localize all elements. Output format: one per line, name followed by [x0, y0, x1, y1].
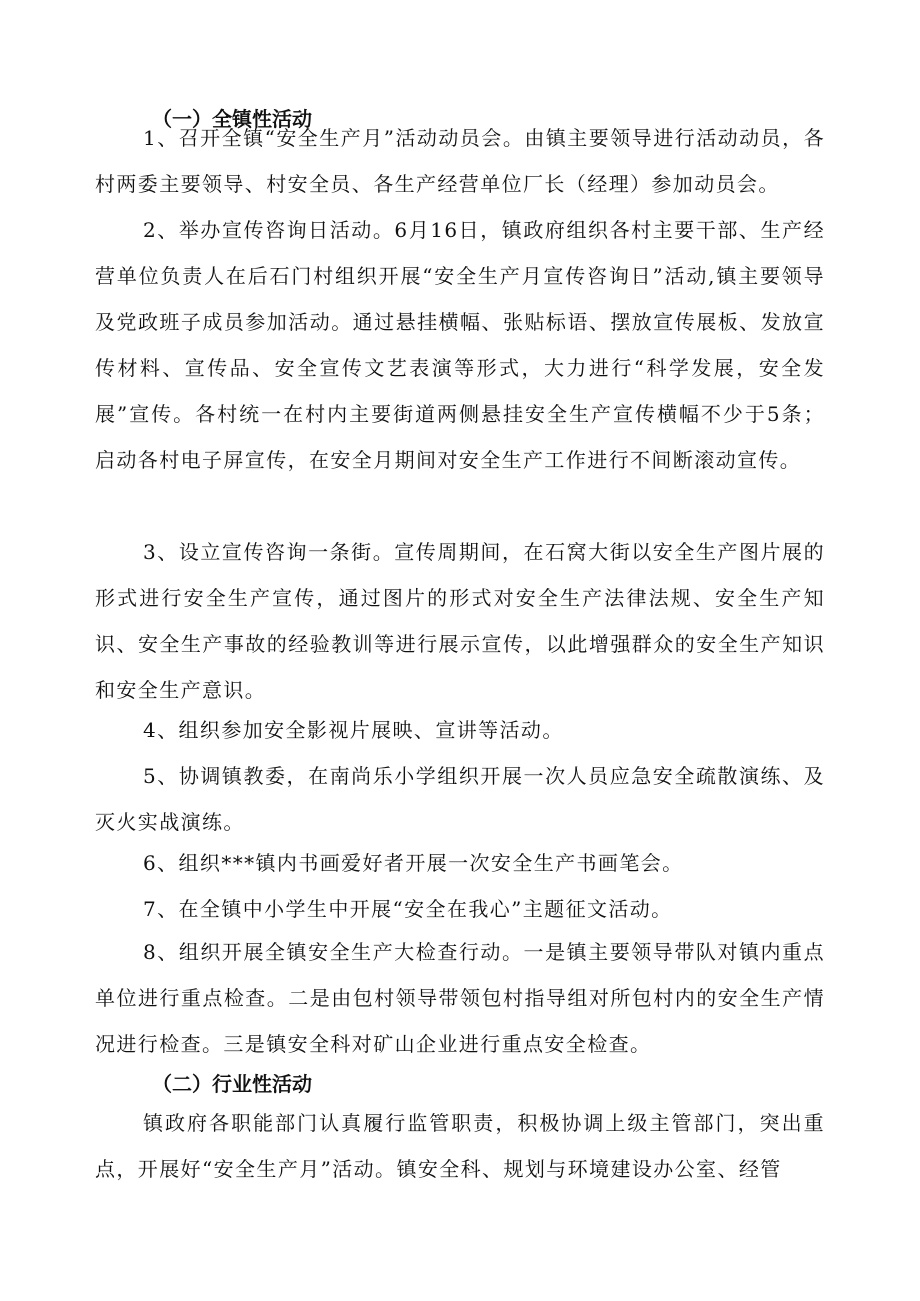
section-heading-2: （二）行业性活动 [152, 1072, 312, 1096]
paragraph-4: 4、组织参加安全影视片展映、宣讲等活动。 [143, 718, 564, 742]
paragraph-5: 5、协调镇教委，在南尚乐小学组织开展一次人员应急安全疏散演练、及灭火实战演练。 [95, 764, 825, 834]
paragraph-8: 8、组织开展全镇安全生产大检查行动。一是镇主要领导带队对镇内重点单位进行重点检查。二是由包村领导带领包村指导组对所包村内的安全生产情况进行检查。三是镇安全科对矿山企业进行重点安全检查。 [95, 940, 825, 1056]
paragraph-2: 2、举办宣传咨询日活动。6月16日，镇政府组织各村主要干部、生产经营单位负责人在后石门村组织开展“安全生产月宣传咨询日”活动,镇主要领导及党政班子成员参加活动。通过悬挂横幅、张贴标语、摆放宣传展板、发放宣传材料、宣传品、安全宣传文艺表演等形式，大力进行“科学发展，安全发展”宣传。各村统一在村内主要街道两侧悬挂安全生产宣传横幅不少于5条；启动各村电子屏宣传，在安全月期间对安全生产工作进行不间断滚动宣传。 [95, 218, 825, 472]
paragraph-7: 7、在全镇中小学生中开展“安全在我心”主题征文活动。 [143, 897, 673, 921]
paragraph-6: 6、组织***镇内书画爱好者开展一次安全生产书画笔会。 [143, 851, 684, 875]
section-heading-1: （一）全镇性活动 [152, 107, 312, 131]
paragraph-3: 3、设立宣传咨询一条街。宣传周期间，在石窝大街以安全生产图片展的形式进行安全生产宣传，通过图片的形式对安全生产法律法规、安全生产知识、安全生产事故的经验教训等进行展示宣传，以此增强群众的安全生产知识和安全生产意识。 [95, 540, 825, 702]
paragraph-9: 镇政府各职能部门认真履行监管职责，积极协调上级主管部门，突出重点，开展好“安全生产月”活动。镇安全科、规划与环境建设办公室、经管 [95, 1111, 825, 1181]
paragraph-1: 1、召开全镇“安全生产月”活动动员会。由镇主要领导进行活动动员，各村两委主要领导、村安全员、各生产经营单位厂长（经理）参加动员会。 [95, 126, 825, 196]
